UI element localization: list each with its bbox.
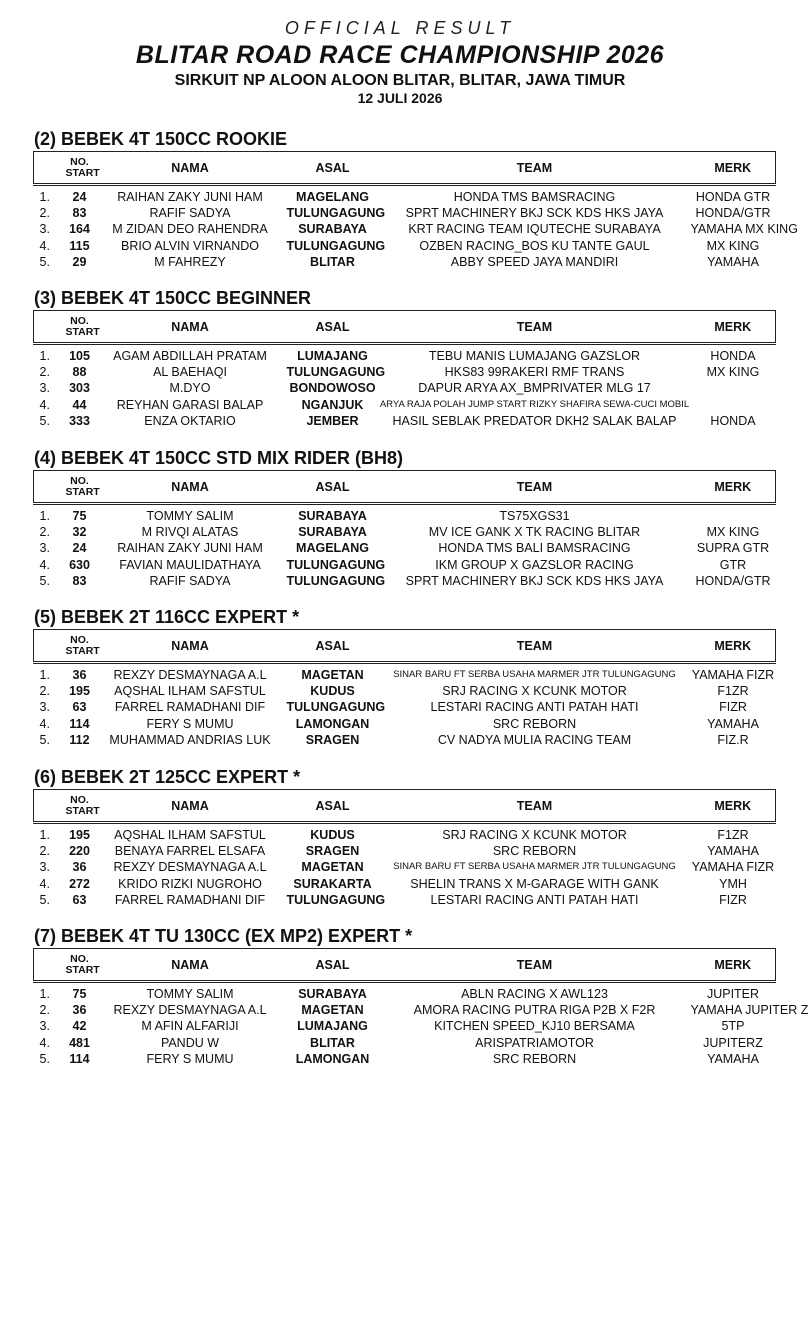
result-position: 1. — [39, 987, 50, 1002]
table-row — [34, 699, 776, 715]
start-number: 63 — [72, 700, 87, 715]
team-name: SRJ RACING X KCUNK MOTOR — [442, 684, 627, 699]
rider-origin: LAMONGAN — [295, 1051, 370, 1066]
team-name: SPRT MACHINERY BKJ SCK KDS HKS JAYA — [405, 573, 664, 588]
rider-origin: SURABAYA — [298, 525, 367, 540]
table-row — [34, 876, 776, 892]
team-name: OZBEN RACING_BOS KU TANTE GAUL — [419, 238, 650, 253]
result-position: 3. — [39, 700, 50, 715]
result-position: 2. — [39, 684, 50, 699]
start-number: 32 — [72, 525, 87, 540]
rider-origin: KUDUS — [310, 828, 355, 843]
rider-name: RAIHAN ZAKY JUNI HAM — [117, 190, 263, 205]
team-name: ABBY SPEED JAYA MANDIRI — [450, 254, 619, 269]
result-position: 5. — [39, 254, 50, 269]
header-start-label: START — [65, 804, 100, 817]
header-start-label: START — [65, 963, 100, 976]
start-number: 333 — [69, 413, 90, 428]
rider-origin: JEMBER — [306, 413, 359, 428]
team-name: SHELIN TRANS X M-GARAGE WITH GANK — [410, 876, 659, 891]
table-row — [34, 1002, 776, 1018]
table-row — [34, 1051, 776, 1067]
table-row — [34, 221, 776, 237]
team-name: SRC REBORN — [492, 1051, 577, 1066]
rider-origin: BONDOWOSO — [289, 381, 376, 396]
start-number: 83 — [72, 206, 87, 221]
table-row — [34, 1018, 776, 1034]
result-position: 5. — [39, 1051, 50, 1066]
rider-origin: TULUNGAGUNG — [286, 365, 386, 380]
bike-brand: SUPRA GTR — [696, 541, 770, 556]
rider-name: BRIO ALVIN VIRNANDO — [121, 238, 259, 253]
table-header-row — [34, 949, 776, 982]
bike-brand — [691, 380, 776, 396]
start-number: 42 — [72, 1019, 87, 1034]
table-row — [34, 205, 776, 221]
start-number: 105 — [69, 349, 90, 364]
bike-brand — [691, 504, 776, 525]
race-class-section — [33, 924, 808, 1067]
table-row — [34, 716, 776, 732]
result-position: 4. — [39, 1035, 50, 1050]
race-class-title: (4) BEBEK 4T 150CC STD MIX RIDER (BH8) — [34, 448, 404, 468]
rider-origin: SRAGEN — [305, 732, 360, 747]
result-position: 5. — [39, 732, 50, 747]
header-merk: MERK — [691, 630, 776, 663]
result-position: 2. — [39, 1003, 50, 1018]
start-number: 272 — [69, 876, 90, 891]
race-class-title: (2) BEBEK 4T 150CC ROOKIE — [34, 129, 288, 149]
bike-brand: YAMAHA FIZR — [691, 668, 775, 683]
team-name: HASIL SEBLAK PREDATOR DKH2 SALAK BALAP — [392, 413, 677, 428]
table-row — [34, 823, 776, 844]
result-position: 4. — [39, 716, 50, 731]
bike-brand: F1ZR — [717, 684, 749, 699]
race-class-title: (7) BEBEK 4T TU 130CC (EX MP2) EXPERT * — [34, 926, 413, 946]
race-class-section — [33, 446, 775, 589]
header-start-label: START — [65, 325, 100, 338]
official-result-label: OFFICIAL RESULT — [284, 18, 516, 38]
start-number: 112 — [69, 732, 90, 747]
bike-brand: MX KING — [706, 525, 760, 540]
team-name: LESTARI RACING ANTI PATAH HATI — [430, 700, 639, 715]
bike-brand: HONDA/GTR — [695, 206, 771, 221]
header-team: TEAM — [379, 949, 691, 982]
header-asal: ASAL — [287, 790, 379, 823]
rider-name: REXZY DESMAYNAGA A.L — [113, 860, 267, 875]
result-position: 4. — [39, 397, 50, 412]
rider-name: FERY S MUMU — [146, 1051, 234, 1066]
result-position: 3. — [39, 1019, 50, 1034]
table-row — [34, 397, 776, 413]
header-merk: MERK — [691, 790, 776, 823]
bike-brand: YAMAHA — [707, 844, 759, 859]
event-date: 12 JULI 2026 — [357, 90, 443, 106]
rider-name: PANDU W — [160, 1035, 220, 1050]
rider-origin: LUMAJANG — [297, 1019, 368, 1034]
rider-name: REYHAN GARASI BALAP — [116, 397, 264, 412]
header-position — [34, 311, 66, 344]
header-no-label: NO. — [70, 314, 89, 327]
table-row — [34, 1035, 776, 1051]
table-header-row — [34, 152, 776, 185]
header-position — [34, 949, 66, 982]
team-name: SINAR BARU FT SERBA USAHA MARMER JTR TULUNGAGUNG — [393, 861, 676, 873]
start-number: 36 — [72, 1003, 87, 1018]
table-header-row — [34, 630, 776, 663]
bike-brand: YAMAHA — [707, 1051, 759, 1066]
start-number: 114 — [69, 1051, 90, 1066]
result-position: 1. — [39, 349, 50, 364]
race-class-section — [33, 765, 775, 908]
start-number: 83 — [72, 573, 87, 588]
race-class-section — [33, 286, 775, 429]
rider-origin: TULUNGAGUNG — [286, 557, 386, 572]
start-number: 481 — [69, 1035, 90, 1050]
team-name: LESTARI RACING ANTI PATAH HATI — [430, 892, 639, 907]
start-number: 29 — [72, 254, 87, 269]
header-nama: NAMA — [94, 152, 287, 185]
start-number: 220 — [69, 844, 90, 859]
rider-origin: SRAGEN — [305, 844, 360, 859]
bike-brand: JUPITER — [706, 987, 760, 1002]
table-row — [34, 524, 776, 540]
table-row — [34, 540, 776, 556]
header-team: TEAM — [379, 152, 691, 185]
team-name: MV ICE GANK X TK RACING BLITAR — [428, 525, 641, 540]
table-row — [34, 892, 776, 908]
header-no-label: NO. — [70, 474, 89, 487]
start-number: 88 — [72, 365, 87, 380]
rider-origin: MAGETAN — [301, 668, 364, 683]
rider-name: MUHAMMAD ANDRIAS LUK — [109, 732, 271, 747]
team-name: KRT RACING TEAM IQUTECHE SURABAYA — [408, 222, 661, 237]
result-position: 5. — [39, 892, 50, 907]
rider-origin: SURABAYA — [298, 987, 367, 1002]
start-number: 114 — [69, 716, 90, 731]
rider-name: AQSHAL ILHAM SAFSTUL — [114, 828, 266, 843]
rider-name: M ZIDAN DEO RAHENDRA — [112, 222, 268, 237]
rider-name: RAIHAN ZAKY JUNI HAM — [117, 541, 263, 556]
start-number: 24 — [72, 190, 87, 205]
table-row — [34, 504, 776, 525]
result-position: 1. — [39, 190, 50, 205]
header-no-start — [65, 311, 100, 344]
result-position: 1. — [39, 509, 50, 524]
header-no-label: NO. — [70, 793, 89, 806]
rider-name: AL BAEHAQI — [153, 365, 227, 380]
result-position: 3. — [39, 381, 50, 396]
bike-brand: HONDA/GTR — [695, 573, 771, 588]
header-position — [34, 471, 66, 504]
start-number: 115 — [69, 238, 90, 253]
header-no-label: NO. — [70, 155, 89, 168]
team-name: ARISPATRIAMOTOR — [475, 1035, 594, 1050]
rider-origin: LUMAJANG — [297, 349, 368, 364]
header-team: TEAM — [379, 471, 691, 504]
result-position: 2. — [39, 206, 50, 221]
rider-origin: TULUNGAGUNG — [286, 206, 386, 221]
event-title: BLITAR ROAD RACE CHAMPIONSHIP 2026 — [135, 41, 665, 69]
start-number: 195 — [69, 828, 90, 843]
document-header — [0, 18, 800, 107]
table-header-row — [34, 311, 776, 344]
header-no-start — [65, 949, 100, 982]
header-nama: NAMA — [94, 790, 287, 823]
table-row — [34, 413, 776, 429]
table-row — [34, 843, 776, 859]
team-name: HKS83 99RAKERI RMF TRANS — [444, 365, 625, 380]
bike-brand: FIZR — [719, 700, 747, 715]
results-table — [33, 789, 776, 908]
header-no-start — [65, 152, 100, 185]
result-position: 3. — [39, 860, 50, 875]
team-name: HONDA TMS BAMSRACING — [453, 190, 616, 205]
header-merk: MERK — [691, 311, 776, 344]
result-position: 1. — [39, 828, 50, 843]
bike-brand: YMH — [719, 876, 747, 891]
team-name: SRC REBORN — [492, 844, 577, 859]
table-row — [34, 663, 776, 684]
bike-brand: JUPITERZ — [703, 1035, 763, 1050]
table-header-row — [34, 790, 776, 823]
team-name: ARYA RAJA POLAH JUMP START RIZKY SHAFIRA SEWA-CUCI MOBIL — [379, 398, 690, 410]
results-table — [33, 151, 798, 270]
rider-origin: MAGETAN — [301, 1003, 364, 1018]
rider-origin: SURABAYA — [298, 222, 367, 237]
header-asal: ASAL — [287, 949, 379, 982]
start-number: 630 — [69, 557, 90, 572]
results-table — [33, 470, 776, 589]
rider-name: AQSHAL ILHAM SAFSTUL — [114, 684, 266, 699]
team-name: SINAR BARU FT SERBA USAHA MARMER JTR TULUNGAGUNG — [393, 669, 676, 681]
race-class-title: (3) BEBEK 4T 150CC BEGINNER — [34, 288, 312, 308]
header-no-start — [65, 471, 100, 504]
start-number: 44 — [72, 397, 87, 412]
header-no-label: NO. — [70, 952, 89, 965]
result-position: 4. — [39, 557, 50, 572]
team-name: SRC REBORN — [492, 716, 577, 731]
header-asal: ASAL — [287, 471, 379, 504]
rider-name: FERY S MUMU — [146, 716, 234, 731]
result-position: 3. — [39, 541, 50, 556]
rider-name: FARREL RAMADHANI DIF — [114, 892, 266, 907]
bike-brand: FIZ.R — [717, 732, 749, 747]
bike-brand — [691, 397, 776, 413]
header-nama: NAMA — [94, 949, 287, 982]
bike-brand: YAMAHA — [707, 716, 759, 731]
rider-origin: KUDUS — [310, 684, 355, 699]
header-merk: MERK — [691, 949, 776, 982]
table-row — [34, 859, 776, 875]
rider-name: FARREL RAMADHANI DIF — [114, 700, 266, 715]
start-number: 195 — [69, 684, 90, 699]
table-row — [34, 185, 776, 206]
header-nama: NAMA — [94, 630, 287, 663]
header-team: TEAM — [379, 790, 691, 823]
table-row — [34, 732, 776, 748]
team-name: SPRT MACHINERY BKJ SCK KDS HKS JAYA — [405, 206, 664, 221]
rider-origin: LAMONGAN — [295, 716, 370, 731]
header-no-start — [65, 790, 100, 823]
rider-name: AGAM ABDILLAH PRATAM — [113, 349, 267, 364]
bike-brand: GTR — [719, 557, 747, 572]
rider-name: ENZA OKTARIO — [144, 413, 236, 428]
result-position: 2. — [39, 365, 50, 380]
table-row — [34, 982, 776, 1003]
rider-name: M RIVQI ALATAS — [141, 525, 239, 540]
header-nama: NAMA — [94, 471, 287, 504]
result-position: 2. — [39, 525, 50, 540]
rider-name: TOMMY SALIM — [146, 987, 234, 1002]
rider-origin: TULUNGAGUNG — [286, 700, 386, 715]
result-position: 4. — [39, 238, 50, 253]
rider-name: REXZY DESMAYNAGA A.L — [113, 668, 267, 683]
start-number: 164 — [69, 222, 90, 237]
header-asal: ASAL — [287, 630, 379, 663]
team-name: IKM GROUP X GAZSLOR RACING — [435, 557, 634, 572]
header-no-start — [65, 630, 100, 663]
result-position: 3. — [39, 222, 50, 237]
rider-name: FAVIAN MAULIDATHAYA — [119, 557, 261, 572]
team-name: AMORA RACING PUTRA RIGA P2B X F2R — [413, 1003, 656, 1018]
team-name: HONDA TMS BALI BAMSRACING — [438, 541, 631, 556]
race-class-title: (5) BEBEK 2T 116CC EXPERT * — [34, 607, 300, 627]
team-name: TS75XGS31 — [499, 509, 570, 524]
header-start-label: START — [65, 485, 100, 498]
result-position: 4. — [39, 876, 50, 891]
bike-brand: YAMAHA JUPITER Z — [690, 1003, 808, 1018]
rider-origin: BLITAR — [310, 254, 355, 269]
header-position — [34, 152, 66, 185]
header-no-label: NO. — [70, 633, 89, 646]
result-position: 1. — [39, 668, 50, 683]
bike-brand: HONDA — [710, 413, 756, 428]
table-row — [34, 254, 776, 270]
rider-name: M FAHREZY — [154, 254, 226, 269]
team-name: KITCHEN SPEED_KJ10 BERSAMA — [434, 1019, 635, 1034]
team-name: DAPUR ARYA AX_BMPRIVATER MLG 17 — [418, 381, 651, 396]
rider-name: M AFIN ALFARIJI — [141, 1019, 239, 1034]
event-venue: SIRKUIT NP ALOON ALOON BLITAR, BLITAR, JAWA TIMUR — [174, 72, 626, 89]
rider-name: RAFIF SADYA — [149, 573, 231, 588]
header-position — [34, 630, 66, 663]
bike-brand: FIZR — [719, 892, 747, 907]
rider-origin: MAGELANG — [296, 190, 369, 205]
start-number: 24 — [72, 541, 87, 556]
team-name: ABLN RACING X AWL123 — [461, 987, 608, 1002]
team-name: SRJ RACING X KCUNK MOTOR — [442, 828, 627, 843]
rider-origin: TULUNGAGUNG — [286, 573, 386, 588]
table-row — [34, 344, 776, 365]
bike-brand: YAMAHA MX KING — [690, 222, 798, 237]
header-nama: NAMA — [94, 311, 287, 344]
team-name: TEBU MANIS LUMAJANG GAZSLOR — [428, 349, 641, 364]
table-row — [34, 364, 776, 380]
rider-origin: MAGETAN — [301, 860, 364, 875]
result-position: 2. — [39, 844, 50, 859]
race-class-section — [33, 605, 775, 748]
header-merk: MERK — [691, 152, 776, 185]
rider-name: REXZY DESMAYNAGA A.L — [113, 1003, 267, 1018]
header-start-label: START — [65, 644, 100, 657]
bike-brand: 5TP — [721, 1019, 745, 1034]
bike-brand: HONDA GTR — [695, 190, 771, 205]
rider-origin: SURAKARTA — [293, 876, 372, 891]
result-position: 5. — [39, 573, 50, 588]
results-table — [33, 629, 776, 748]
rider-origin: NGANJUK — [301, 397, 364, 412]
bike-brand: F1ZR — [717, 828, 749, 843]
rider-origin: TULUNGAGUNG — [286, 238, 386, 253]
race-class-title: (6) BEBEK 2T 125CC EXPERT * — [34, 767, 301, 787]
header-start-label: START — [65, 166, 100, 179]
header-merk: MERK — [691, 471, 776, 504]
race-class-section — [33, 127, 798, 270]
results-table — [33, 948, 808, 1067]
results-table — [33, 310, 776, 429]
rider-name: TOMMY SALIM — [146, 509, 234, 524]
table-row — [34, 238, 776, 254]
rider-name: RAFIF SADYA — [149, 206, 231, 221]
bike-brand: HONDA — [710, 349, 756, 364]
rider-name: KRIDO RIZKI NUGROHO — [118, 876, 262, 891]
bike-brand: MX KING — [706, 238, 760, 253]
table-row — [34, 557, 776, 573]
result-position: 5. — [39, 413, 50, 428]
rider-name: BENAYA FARREL ELSAFA — [114, 844, 266, 859]
table-row — [34, 683, 776, 699]
rider-origin: SURABAYA — [298, 509, 367, 524]
table-row — [34, 573, 776, 589]
header-asal: ASAL — [287, 311, 379, 344]
rider-origin: BLITAR — [310, 1035, 355, 1050]
start-number: 303 — [69, 381, 90, 396]
rider-origin: TULUNGAGUNG — [286, 892, 386, 907]
header-position — [34, 790, 66, 823]
start-number: 36 — [72, 860, 87, 875]
team-name: CV NADYA MULIA RACING TEAM — [437, 732, 632, 747]
header-team: TEAM — [379, 311, 691, 344]
start-number: 75 — [72, 987, 87, 1002]
header-team: TEAM — [379, 630, 691, 663]
header-asal: ASAL — [287, 152, 379, 185]
bike-brand: MX KING — [706, 365, 760, 380]
start-number: 36 — [72, 668, 87, 683]
bike-brand: YAMAHA FIZR — [691, 860, 775, 875]
table-header-row — [34, 471, 776, 504]
rider-name: M.DYO — [169, 381, 211, 396]
start-number: 63 — [72, 892, 87, 907]
rider-origin: MAGELANG — [296, 541, 369, 556]
start-number: 75 — [72, 509, 87, 524]
table-row — [34, 380, 776, 396]
bike-brand: YAMAHA — [707, 254, 759, 269]
